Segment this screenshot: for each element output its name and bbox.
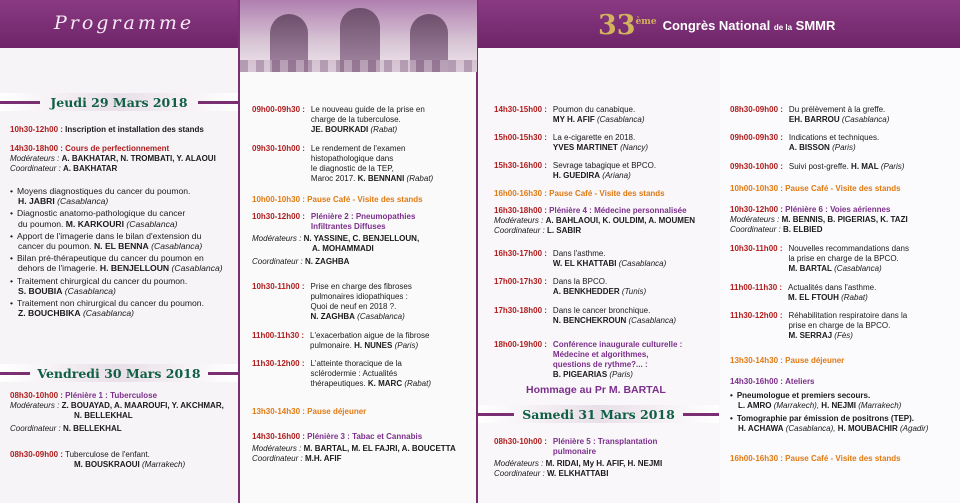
list-item: • Apport de l'imagerie dans le bilan d'extension du cancer du poumon. N. EL BENNA (Casablanca) bbox=[10, 231, 236, 251]
session-inscription: 10h30-12h00 : Inscription et installation des stands bbox=[10, 125, 204, 134]
edition-number: 33ème bbox=[598, 9, 657, 41]
talk-indications: 09h00-09h30 : Indications et techniques. A. BISSON (Paris) bbox=[730, 133, 880, 152]
talk-fibroses: 10h30-11h00 : Prise en charge des fibroses pulmonaires idiopathiques : Quoi de neuf en 2018 ?. N. ZAGHBA (Casablanca) bbox=[252, 282, 412, 321]
list-item: • Traitement non chirurgical du cancer du poumon. Z. BOUCHBIKA (Casablanca) bbox=[10, 298, 236, 318]
list-item: • Bilan pré-thérapeutique du cancer du poumon en dehors de l'imagerie. H. BENJELLOUN (Casablanca) bbox=[10, 253, 236, 273]
pause-cafe-2: 16h00-16h30 : Pause Café - Visite des stands bbox=[494, 189, 665, 198]
list-item: • Moyens diagnostiques du cancer du poumon. H. JABRI (Casablanca) bbox=[10, 186, 236, 206]
pause-dejeuner-2: 13h30-14h30 : Pause déjeuner bbox=[730, 356, 845, 365]
hommage: Hommage au Pr M. BARTAL bbox=[526, 384, 666, 396]
talk-tuberculose-enfant: 08h30-09h00 : Tuberculose de l'enfant. M. BOUSKRAOUI (Marrakech) bbox=[10, 450, 186, 469]
cours-list bbox=[10, 186, 236, 318]
talk-sclerodermie: 11h30-12h00 : L'atteinte thoracique de la sclérodermie : Actualités thérapeutiques. K. MARC (Rabat) bbox=[252, 359, 432, 388]
talk-ecigarette: 15h00-15h30 : La e-cigarette en 2018. YVES MARTINET (Nancy) bbox=[494, 133, 649, 152]
architecture-image bbox=[240, 0, 477, 72]
list-item: • Diagnostic anatomo-pathologique du cancer du poumon. M. KARKOURI (Casablanca) bbox=[10, 208, 236, 228]
session-cours: 14h30-18h00 : Cours de perfectionnement Modérateurs : A. BAKHATAR, N. TROMBATI, Y. ALAOUI Coordinateur : A. BAKHATAR bbox=[10, 144, 216, 173]
day-header-samedi: Samedi 31 Mars 2018 bbox=[478, 405, 719, 423]
talk-rehabilitation: 11h30-12h00 : Réhabilitation respiratoire dans la prise en charge de la BPCO. M. SERRAJ (Fès) bbox=[730, 311, 908, 340]
talk-exacerbation: 11h00-11h30 : L'exacerbation aigue de la fibrose pulmonaire. H. NUNES (Paris) bbox=[252, 331, 430, 350]
conference-inaugurale: 18h00-19h00 : Conférence inaugurale culturelle : Médecine et algorithmes, questions de rythme?... : B. PIGEARIAS (Paris) bbox=[494, 340, 683, 379]
programme-title: Programme bbox=[54, 12, 195, 34]
pleniere-1: 08h30-10h00 : Plénière 1 : Tuberculose Modérateurs : Z. BOUAYAD, A. MAAROUFI, Y. AKCHMAR, N. BELLEKHAL Coordinateur : N. BELLEKHAL bbox=[10, 391, 224, 433]
pause-cafe-4: 16h00-16h30 : Pause Café - Visite des stands bbox=[730, 454, 901, 463]
pleniere-3: 14h30-16h00 : Plénière 3 : Tabac et Cannabis Modérateurs : M. BARTAL, M. EL FAJRI, A. BOUCETTA Coordinateur : M.H. AFIF bbox=[252, 432, 456, 463]
talk-bpco: 17h00-17h30 : Dans la BPCO. A. BENKHEDDER (Tunis) bbox=[494, 277, 647, 296]
talk-prelevement: 08h30-09h00 : Du prélèvement à la greffe. EH. BARROU (Casablanca) bbox=[730, 105, 890, 124]
talk-guide-tuberculose: 09h00-09h30 : Le nouveau guide de la prise en charge de la tuberculose. JE. BOURKADI (Rabat) bbox=[252, 105, 425, 134]
talk-sevrage: 15h30-16h00 : Sevrage tabagique et BPCO. H. GUEDIRA (Ariana) bbox=[494, 161, 657, 180]
column-divider bbox=[476, 0, 478, 503]
congres-title bbox=[598, 8, 835, 42]
pleniere-4: 16h30-18h00 : Plénière 4 : Médecine personnalisée Modérateurs : A. BAHLAOUI, K. OULDIM, A. MOUMEN Coordinateur : L. SABIR bbox=[494, 206, 696, 235]
talk-recommandations: 10h30-11h00 : Nouvelles recommandations dans la prise en charge de la BPCO. M. BARTAL (Casablanca) bbox=[730, 244, 909, 273]
pleniere-6: 10h30-12h00 : Plénière 6 : Voies aériennes Modérateurs : M. BENNIS, B. PIGERIAS, K. TAZI Coordinateur : B. ELBIED bbox=[730, 205, 908, 234]
pause-cafe-1: 10h00-10h30 : Pause Café - Visite des stands bbox=[252, 195, 423, 204]
pleniere-2: 10h30-12h00 : Plénière 2 : Pneumopathies Infiltrantes Diffuses Modérateurs : N. YASSINE, C. BENJELLOUN, A. MOHAMMADI Coordinateur : N. ZAGHBA bbox=[252, 212, 420, 266]
ateliers: 14h30-16h00 : Ateliers • Pneumologue et premiers secours. L. AMRO (Marrakech), H. NEJMI (Marrakech) • Tomographie par émission de positrons (TEP). H. ACHAWA (Casablanca), H. MOUBACHIR (Agadir) bbox=[730, 377, 958, 434]
list-item: • Traitement chirurgical du cancer du poumon. S. BOUBIA (Casablanca) bbox=[10, 276, 236, 296]
pause-cafe-3: 10h00-10h30 : Pause Café - Visite des stands bbox=[730, 184, 901, 193]
talk-suivi: 09h30-10h00 : Suivi post-greffe. H. MAL (Paris) bbox=[730, 162, 905, 171]
talk-cancer-bronchique: 17h30-18h00 : Dans le cancer bronchique. N. BENCHEKROUN (Casablanca) bbox=[494, 306, 677, 325]
talk-histopathologique: 09h30-10h00 : Le rendement de l'examen histopathologique dans le diagnostic de la TEP, Maroc 2017. K. BENNANI (Rabat) bbox=[252, 144, 434, 183]
day-header-vendredi: Vendredi 30 Mars 2018 bbox=[0, 364, 238, 382]
pause-dejeuner-1: 13h30-14h30 : Pause déjeuner bbox=[252, 407, 367, 416]
talk-canabique: 14h30-15h00 : Poumon du canabique. MY H. AFIF (Casablanca) bbox=[494, 105, 645, 124]
pleniere-5: 08h30-10h00 : Plénière 5 : Transplantation pulmonaire Modérateurs : M. RIDAI, My H. AFIF, H. NEJMI Coordinateur : W. ELKHATTABI bbox=[494, 437, 663, 478]
column-divider bbox=[238, 0, 240, 503]
talk-asthme: 16h30-17h00 : Dans l'asthme. W. EL KHATTABI (Casablanca) bbox=[494, 249, 667, 268]
talk-actualites-asthme: 11h00-11h30 : Actualités dans l'asthme. M. EL FTOUH (Rabat) bbox=[730, 283, 877, 302]
day-header-jeudi: Jeudi 29 Mars 2018 bbox=[0, 93, 238, 111]
congres-name: Congrès National de la SMMR bbox=[662, 17, 836, 33]
